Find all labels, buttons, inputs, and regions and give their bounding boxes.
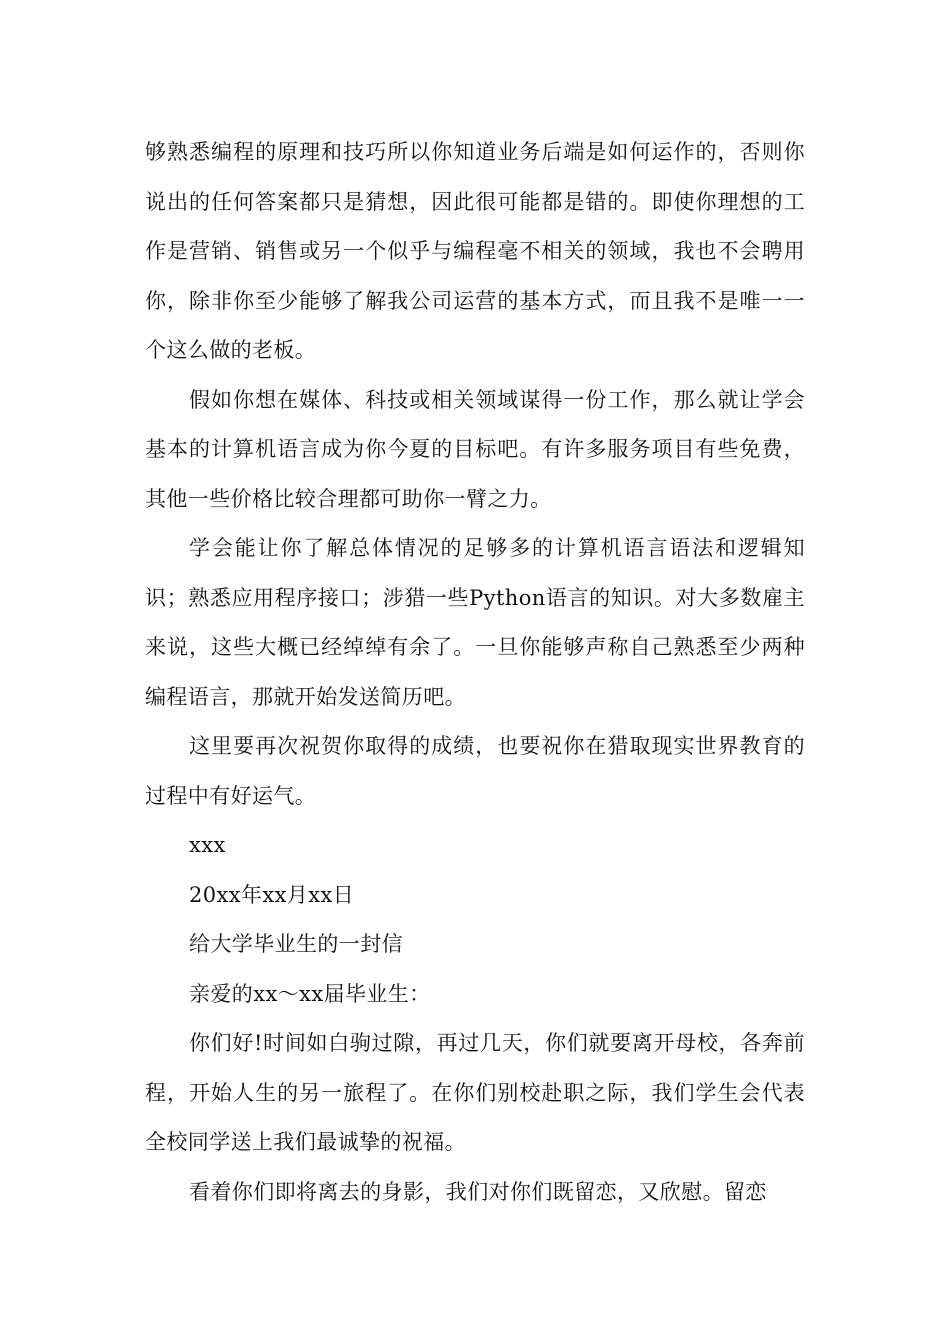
signature-date: 20xx年xx月xx日 — [189, 882, 355, 907]
letter-title: 给大学毕业生的一封信 — [189, 932, 403, 956]
letter-salutation: 亲爱的xx～xx届毕业生： — [189, 981, 431, 1006]
document-body — [145, 128, 805, 1217]
paragraph-farewell: 看着你们即将离去的身影，我们对你们既留恋，又欣慰。留恋 — [189, 1179, 767, 1204]
paragraph-continuation: 够熟悉编程的原理和技巧所以你知道业务后端是如何运作的，否则你说出的任何答案都只是猜想，因此很可能都是错的。即使你理想的工作是营销、销售或另一个似乎与编程毫不相关的领域，我也不会聘用你，除非你至少能够了解我公司运营的基本方式，而且我不是唯一一个这么做的老板。 — [145, 140, 805, 362]
paragraph-learn-coding: 假如你想在媒体、科技或相关领域谋得一份工作，那么就让学会基本的计算机语言成为你今夏的目标吧。有许多服务项目有些免费，其他一些价格比较合理都可助你一臂之力。 — [145, 387, 805, 511]
paragraph-congratulations: 这里要再次祝贺你取得的成绩，也要祝你在猎取现实世界教育的过程中有好运气。 — [145, 734, 805, 808]
paragraph-languages: 学会能让你了解总体情况的足够多的计算机语言语法和逻辑知识；熟悉应用程序接口；涉猎一些Python语言的知识。对大多数雇主来说，这些大概已经绰绰有余了。一旦你能够声称自己熟悉至少两种编程语言，那就开始发送简历吧。 — [145, 536, 805, 709]
paragraph-greeting: 你们好!时间如白驹过隙，再过几天，你们就要离开母校，各奔前程，开始人生的另一旅程了。在你们别校赴职之际，我们学生会代表全校同学送上我们最诚挚的祝福。 — [145, 1031, 805, 1154]
signature-name: xxx — [189, 833, 226, 857]
